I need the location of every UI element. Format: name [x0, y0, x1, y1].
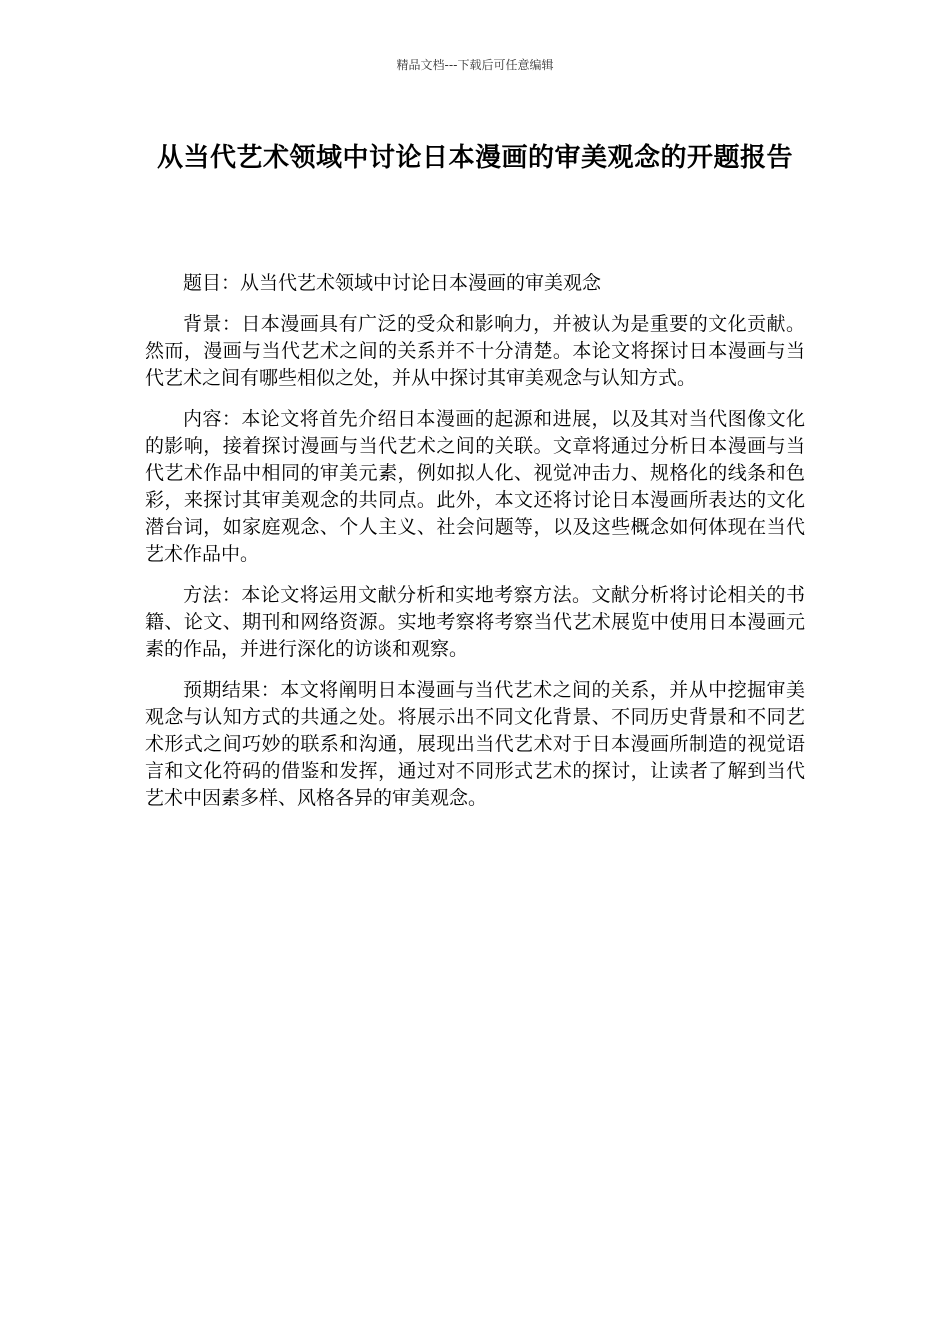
paragraph-content: 内容：本论文将首先介绍日本漫画的起源和进展，以及其对当代图像文化的影响，接着探讨漫画与当代艺术之间的关联。文章将通过分析日本漫画与当代艺术作品中相同的审美元素，例如拟人化、视觉冲击力、规格化的线条和色彩，来探讨其审美观念的共同点。此外，本文还将讨论日本漫画所表达的文化潜台词，如家庭观念、个人主义、社会问题等，以及这些概念如何体现在当代艺术作品中。 — [145, 408, 805, 565]
paragraph-topic: 题目：从当代艺术领域中讨论日本漫画的审美观念 — [183, 272, 602, 294]
paragraph-background: 背景：日本漫画具有广泛的受众和影响力，并被认为是重要的文化贡献。然而，漫画与当代艺术之间的关系并不十分清楚。本论文将探讨日本漫画与当代艺术之间有哪些相似之处，并从中探讨其审美观念与认知方式。 — [145, 313, 805, 389]
document-title: 从当代艺术领域中讨论日本漫画的审美观念的开题报告 — [156, 143, 793, 173]
header-note: 精品文档---下载后可任意编辑 — [396, 58, 554, 72]
paragraph-method: 方法：本论文将运用文献分析和实地考察方法。文献分析将讨论相关的书籍、论文、期刊和网络资源。实地考察将考察当代艺术展览中使用日本漫画元素的作品，并进行深化的访谈和观察。 — [145, 584, 805, 660]
document-body — [145, 270, 805, 826]
paragraph-expected-results: 预期结果：本文将阐明日本漫画与当代艺术之间的关系，并从中挖掘审美观念与认知方式的共通之处。将展示出不同文化背景、不同历史背景和不同艺术形式之间巧妙的联系和沟通，展现出当代艺术对于日本漫画所制造的视觉语言和文化符码的借鉴和发挥，通过对不同形式艺术的探讨，让读者了解到当代艺术中因素多样、风格各异的审美观念。 — [145, 679, 805, 809]
